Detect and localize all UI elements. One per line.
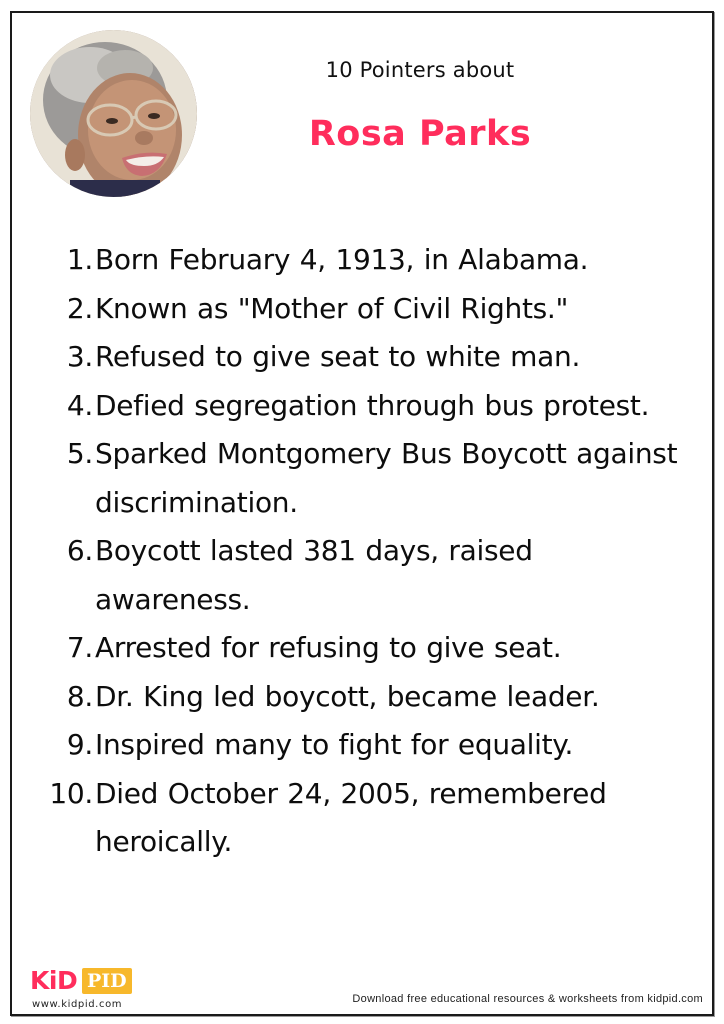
fact-item: [30, 285, 700, 334]
fact-number: 8.: [66, 679, 93, 713]
fact-number: 6.: [66, 534, 93, 567]
fact-item: [30, 430, 700, 527]
fact-number: 1.: [66, 243, 93, 276]
worksheet-title: Rosa Parks: [308, 114, 532, 154]
fact-item: [30, 382, 700, 431]
fact-item: [30, 721, 700, 770]
fact-item: [30, 673, 700, 722]
logo-pid-badge: PID: [82, 968, 132, 994]
logo-url[interactable]: www.kidpid.com: [32, 999, 123, 1010]
fact-text: Known as "Mother of Civil Rights.": [95, 291, 569, 325]
worksheet-subtitle: 10 Pointers about: [325, 58, 515, 82]
fact-text: Died October 24, 2005, remembered heroically.: [95, 776, 607, 858]
fact-item: [30, 527, 700, 624]
facts-list: [30, 236, 700, 867]
footer-download-note: Download free educational resources & worksheets from kidpid.com: [352, 993, 703, 1005]
fact-text: Sparked Montgomery Bus Boycott against discrimination.: [95, 437, 678, 519]
fact-text: Arrested for refusing to give seat.: [95, 631, 562, 664]
logo-kid-text: KiD: [30, 966, 78, 995]
fact-number: 7.: [66, 631, 93, 664]
fact-item: [30, 770, 700, 867]
portrait-icon: [30, 30, 197, 197]
fact-text: Inspired many to fight for equality.: [95, 728, 574, 761]
fact-item: [30, 236, 700, 285]
kidpid-logo[interactable]: [30, 966, 140, 1016]
fact-item: [30, 624, 700, 673]
fact-text: Refused to give seat to white man.: [95, 340, 581, 373]
fact-item: [30, 333, 700, 382]
fact-text: Born February 4, 1913, in Alabama.: [95, 243, 589, 276]
fact-text: Boycott lasted 381 days, raised awareness.: [95, 534, 533, 616]
fact-number: 2.: [66, 291, 93, 325]
fact-number: 9.: [66, 728, 93, 761]
fact-number: 4.: [66, 388, 93, 422]
fact-text: Defied segregation through bus protest.: [95, 388, 650, 422]
fact-number: 5.: [66, 437, 93, 470]
fact-number: 3.: [66, 340, 93, 373]
portrait-image: [30, 30, 197, 197]
fact-number: 10.: [49, 776, 93, 810]
fact-text: Dr. King led boycott, became leader.: [95, 679, 600, 713]
